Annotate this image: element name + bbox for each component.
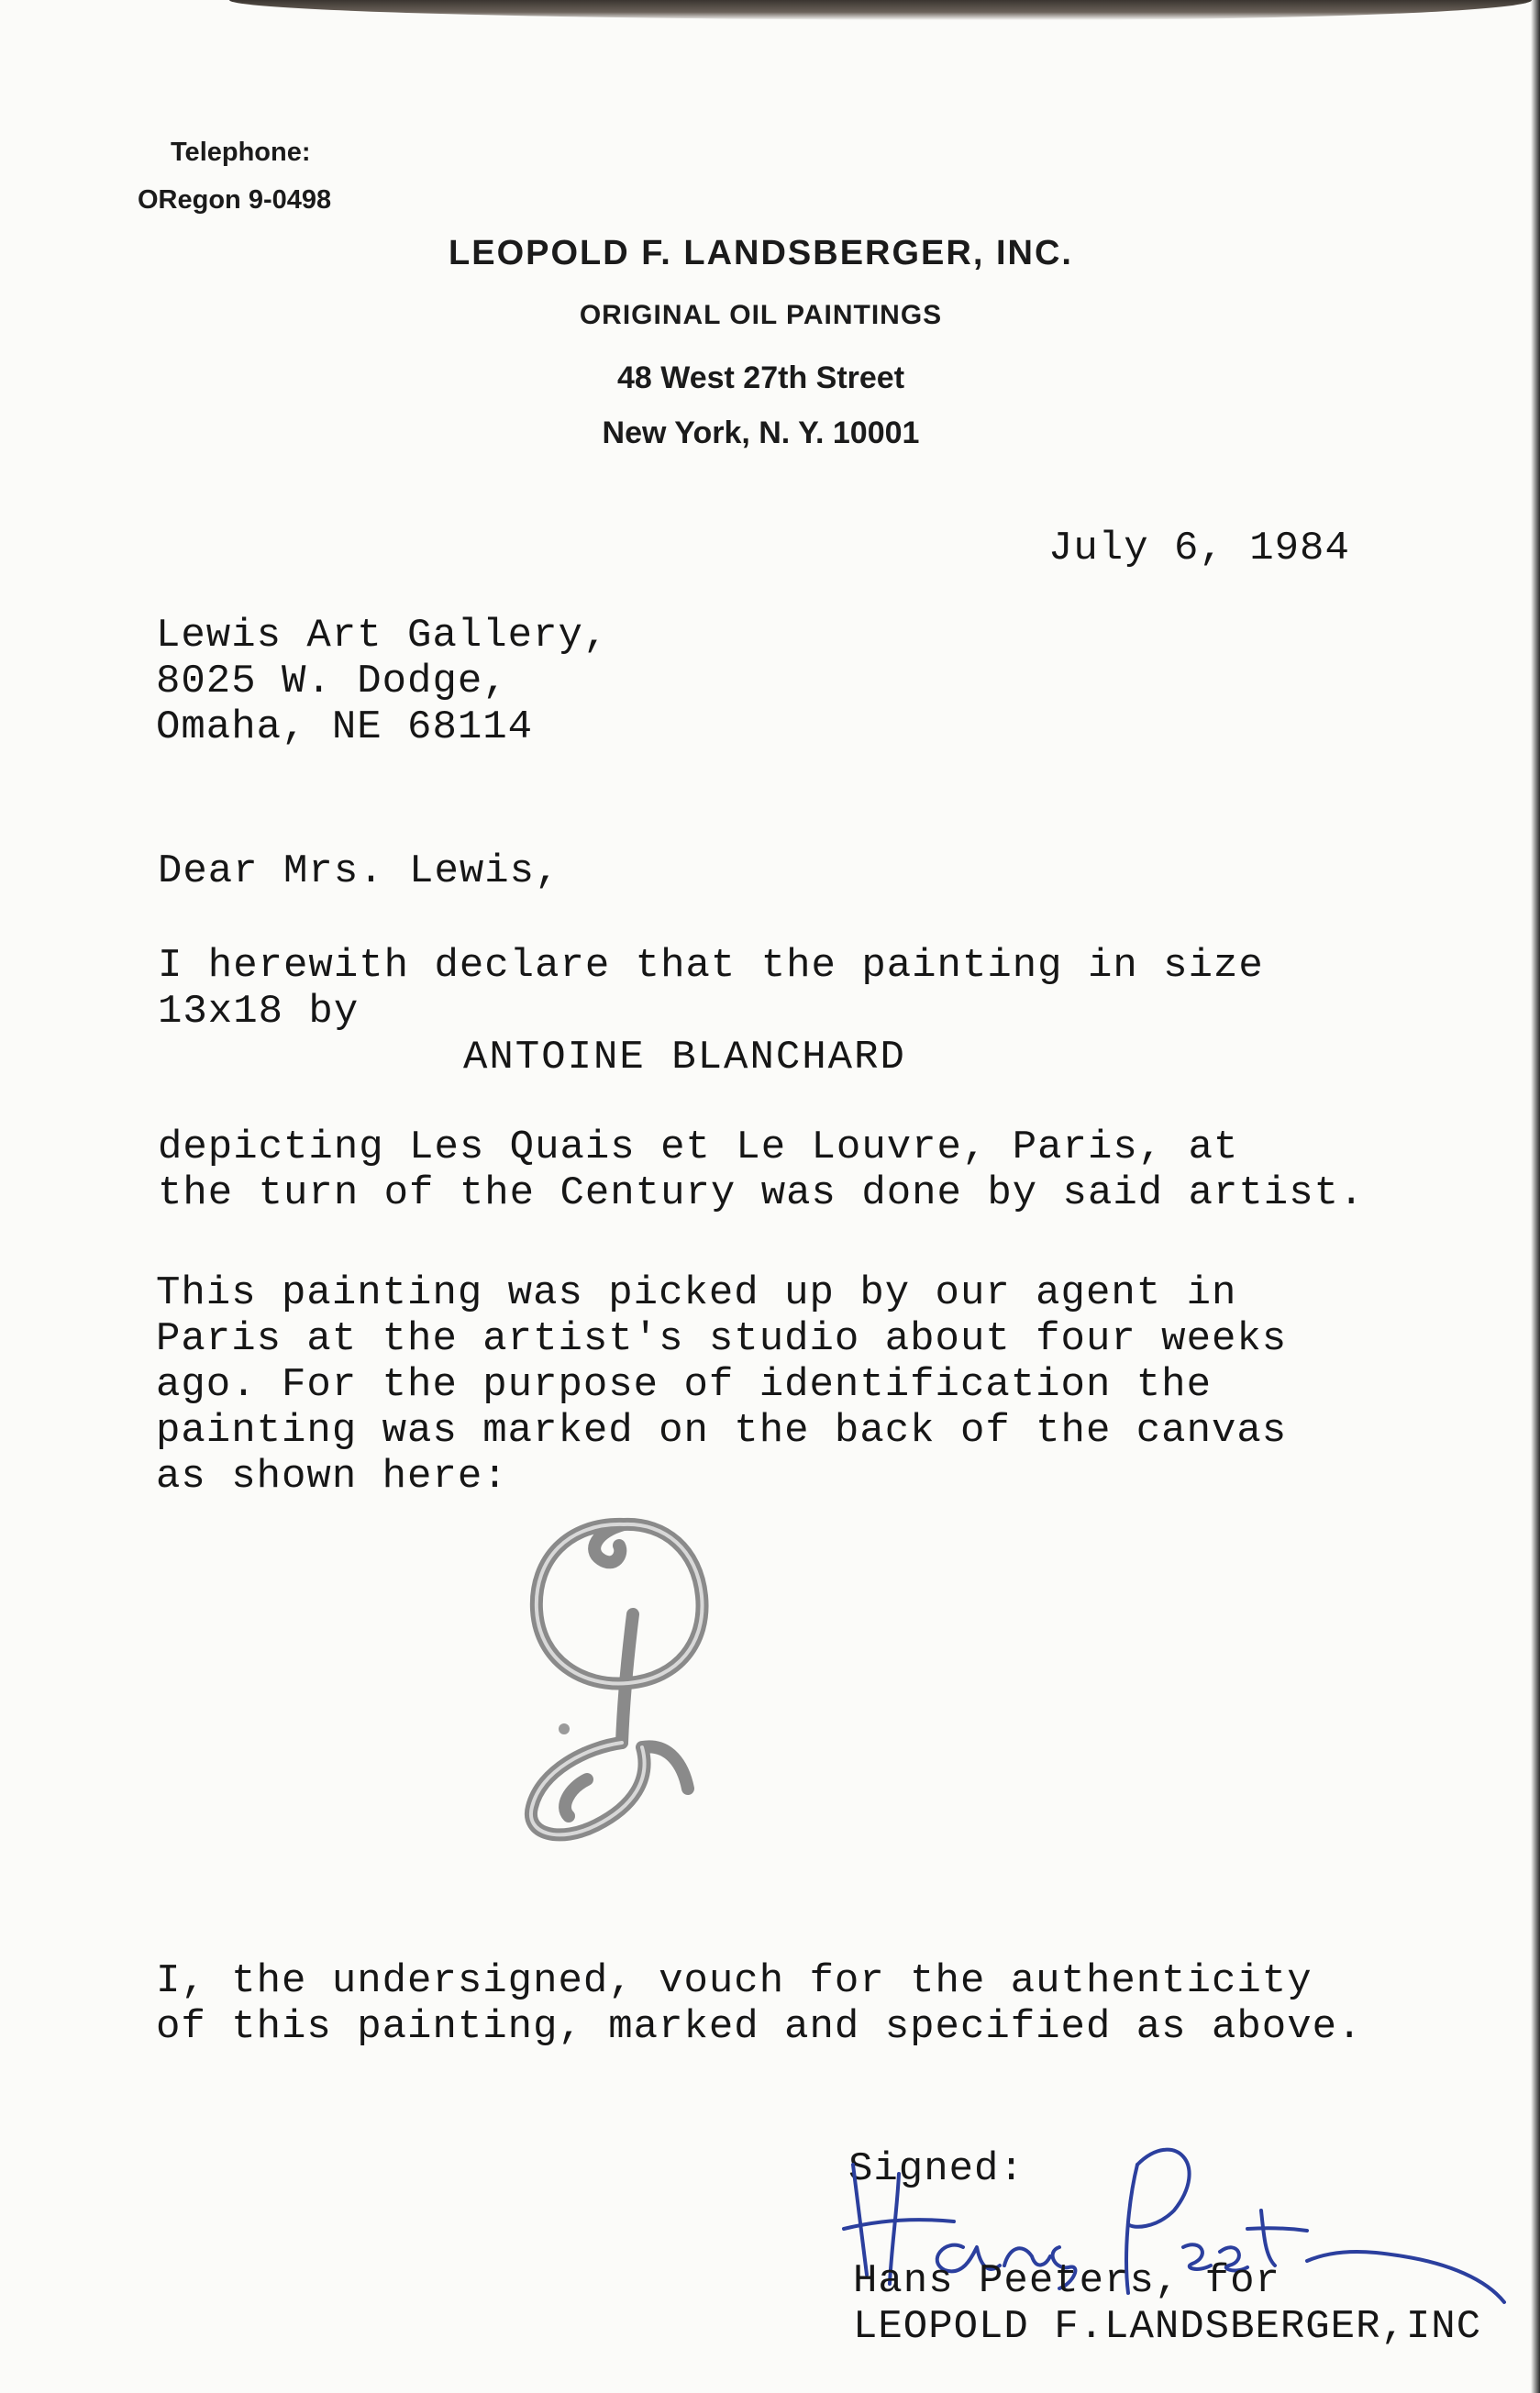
signer-name: Hans Peeters, for	[853, 2258, 1280, 2304]
artist-name: ANTOINE BLANCHARD	[463, 1035, 906, 1080]
company-name: LEOPOLD F. LANDSBERGER, INC.	[449, 234, 1073, 272]
telephone-number: ORegon 9-0498	[138, 185, 332, 215]
paragraph-line: ago. For the purpose of identification the	[156, 1362, 1212, 1408]
paragraph-attestation	[156, 1958, 1362, 2050]
paragraph-line: painting was marked on the back of the canvas	[156, 1408, 1288, 1454]
recipient-line: 8025 W. Dodge,	[156, 659, 508, 704]
company-street: 48 West 27th Street	[616, 360, 905, 395]
identification-mark-image	[514, 1504, 734, 1871]
company-city: New York, N. Y. 10001	[602, 415, 920, 450]
paragraph-declaration	[158, 943, 1264, 1035]
recipient-line: Lewis Art Gallery,	[156, 613, 609, 659]
telephone-label: Telephone:	[171, 138, 311, 167]
torn-top-edge	[229, 0, 1532, 20]
signed-label: Signed:	[848, 2146, 1025, 2192]
paragraph-subject	[158, 1124, 1364, 1216]
recipient-line: Omaha, NE 68114	[156, 704, 534, 750]
paragraph-line: Paris at the artist's studio about four weeks	[156, 1316, 1288, 1362]
paragraph-line: I herewith declare that the painting in size	[158, 943, 1264, 989]
paragraph-line: I, the undersigned, vouch for the authenticity	[156, 1958, 1313, 2004]
letter-date: July 6, 1984	[1048, 526, 1350, 571]
salutation: Dear Mrs. Lewis,	[158, 848, 560, 894]
paragraph-line: as shown here:	[156, 1454, 508, 1500]
signer-block	[853, 2258, 1481, 2350]
company-tagline: ORIGINAL OIL PAINTINGS	[579, 300, 943, 330]
letterhead-telephone	[138, 128, 331, 224]
recipient-address	[156, 613, 608, 750]
signer-company: LEOPOLD F.LANDSBERGER,INC	[853, 2304, 1482, 2350]
page-right-edge	[1531, 0, 1540, 2393]
paragraph-line: of this painting, marked and specified as above.	[156, 2004, 1363, 2050]
paragraph-line: depicting Les Quais et Le Louvre, Paris, at	[158, 1124, 1239, 1170]
paragraph-line: 13x18 by	[158, 989, 360, 1035]
paragraph-provenance	[156, 1270, 1287, 1500]
paragraph-line: the turn of the Century was done by said artist.	[158, 1170, 1365, 1216]
paragraph-line: This painting was picked up by our agent in	[156, 1270, 1237, 1316]
